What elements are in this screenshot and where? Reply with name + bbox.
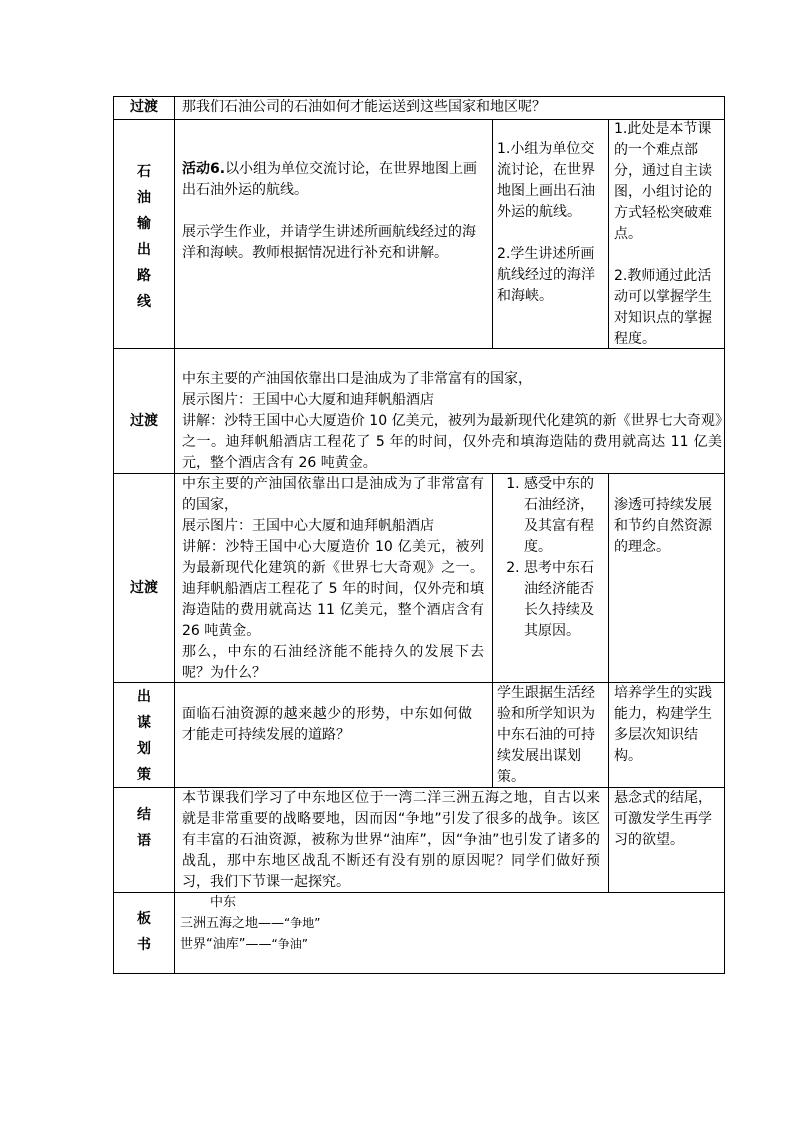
activity-6-content [182, 159, 482, 264]
student-activity [497, 139, 601, 307]
blackboard-line-2: 世界“油库”——“争油” [180, 937, 308, 952]
design-intent-1: 1.此处是本节课的一个难点部分，通过自主读图，小组讨论的方式轻松突破难点。 [614, 121, 712, 242]
col-divider [608, 119, 609, 348]
col-divider [608, 682, 609, 787]
conclusion-intent: 悬念式的结尾，可激发学生再学习的欲望。 [614, 790, 712, 848]
blackboard-notes [180, 893, 720, 955]
row-label-transition: 过渡 [130, 413, 158, 429]
blackboard-title: 中东 [210, 895, 237, 910]
student-activity-1: 1.小组为单位交流讨论，在世界地图上画出石油外运的航线。 [497, 141, 595, 220]
conclusion-text: 本节课我们学习了中东地区位于一湾二洋三洲五海之地，自古以来就是非常重要的战略要地，因而因“争地”引发了很多的战争。该区有丰富的石油资源，被称为世界“油库”，因“争油”也引发了诸多的战乱，那中东地区战乱不断还有没有别的原因呢？同学们做好预习，我们下节课一起探究。 [182, 790, 600, 890]
plan-student: 学生跟据生活经验和所学知识为中东石油的可持续发展出谋划策。 [497, 685, 595, 785]
student-activity-2: 2.学生讲述所画航线经过的海洋和海峡。 [497, 246, 595, 304]
plan-intent: 培养学生的实践能力，构建学生多层次知识结构。 [614, 685, 712, 764]
design-intent-2: 2.教师通过此活动可以掌握学生对知识点的掌握程度。 [614, 268, 712, 347]
col-divider [174, 97, 175, 973]
transition-intro: 中东主要的产油国依靠出口是油成为了非常富有的国家， 展示图片：王国中心大厦和迪拜帆船酒店 讲解：沙特王国中心大厦造价 10 亿美元，被列为最新现代化建筑的新《世界七大奇观》之一。迪拜帆船酒店工程花了 5 年的时间，仅外壳和填海造陆的费用就高达 11 亿美元，整个酒店含有 26 吨黄金。 [182, 371, 722, 471]
row-label-transition: 过渡 [130, 99, 158, 115]
activity-followup: 展示学生作业，并请学生讲述所画航线经过的海洋和海峡。教师根据情况进行补充和讲解。 [182, 224, 476, 261]
list-item: 2. 思考中东石油经济能否长久持续及其原因。 [524, 558, 604, 642]
lesson-plan-table [113, 96, 725, 974]
row-label-plan: 出 谋 划 策 [137, 689, 151, 783]
row-label-transition: 过渡 [130, 580, 158, 596]
activity-text: 以小组为单位交流讨论，在世界地图上画出石油外运的航线。 [182, 161, 478, 198]
transition-discussion: 中东主要的产油国依靠出口是油成为了非常富有的国家， 展示图片：王国中心大厦和迪拜帆船酒店 讲解：沙特王国中心大厦造价 10 亿美元，被列为最新现代化建筑的新《世界七大奇观》之一。迪拜帆船酒店工程花了 5 年的时间，仅外壳和填海造陆的费用就高达 11 亿美元，整个酒店含有 26 吨黄金。 那么，中东的石油经济能不能持久的发展下去呢？为什么？ [182, 476, 484, 681]
col-divider [492, 682, 493, 787]
sustainability-intent: 渗透可持续发展和节约自然资源的理念。 [614, 497, 712, 555]
student-reflection [494, 474, 604, 642]
col-divider [608, 473, 609, 682]
col-divider [492, 119, 493, 348]
list-item: 1. 感受中东的石油经济，及其富有程度。 [524, 474, 604, 558]
col-divider [492, 473, 493, 682]
row-label-oil-export-route: 石 油 输 出 路 线 [137, 164, 151, 310]
col-divider [608, 787, 609, 892]
transition-question: 那我们石油公司的石油如何才能运送到这些国家和地区呢？ [182, 99, 546, 115]
row-label-conclusion: 结 语 [137, 807, 151, 849]
plan-question: 面临石油资源的越来越少的形势，中东如何做才能走可持续发展的道路？ [182, 706, 472, 743]
activity-prefix: 活动6. [182, 161, 226, 177]
design-intent [614, 119, 720, 350]
row-label-blackboard: 板 书 [137, 911, 151, 953]
blackboard-line-1: 三洲五海之地——“争地” [180, 916, 321, 931]
